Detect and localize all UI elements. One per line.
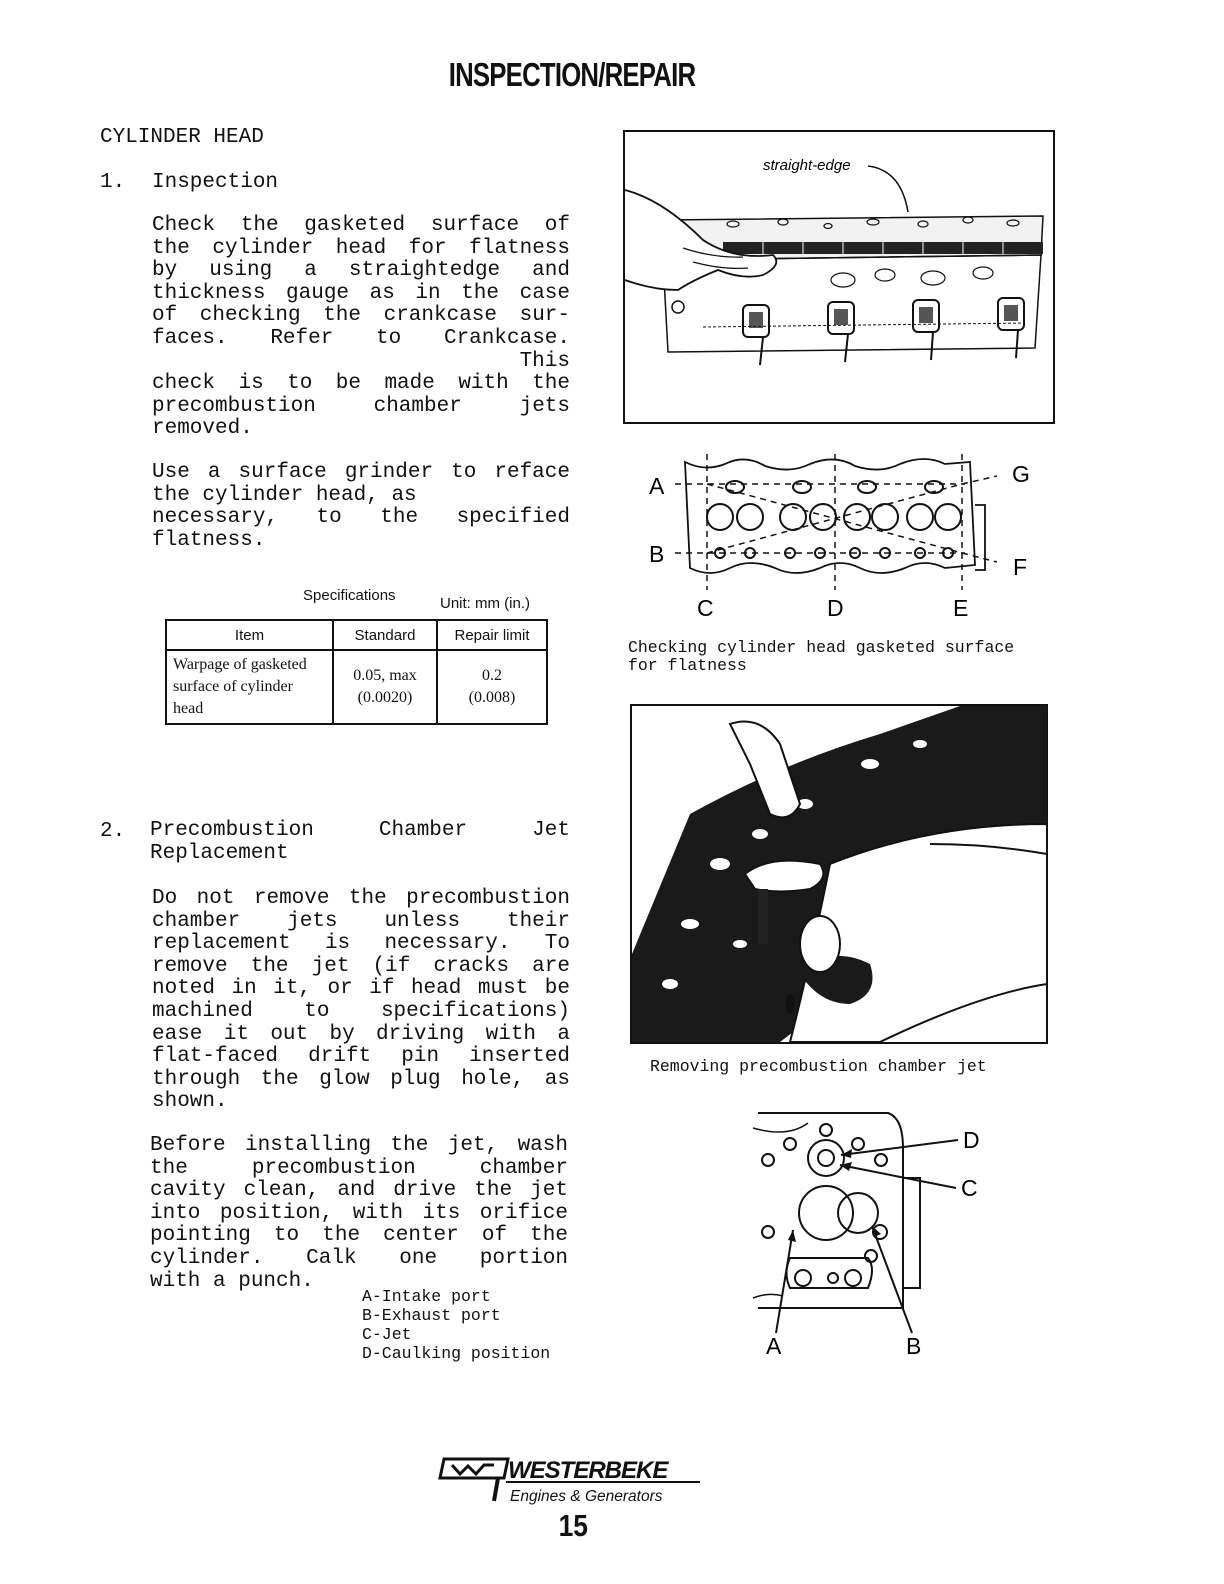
fig4-label-a: A bbox=[766, 1333, 782, 1359]
label-a: A bbox=[649, 473, 665, 499]
fig4-label-c: C bbox=[961, 1175, 978, 1201]
removal-paragraph: Do not remove the precombustion chamber jets unless their replacement is necessary. To remove the jet (if cracks are noted in it, or if head must be machined to specifications) ease it out by driving with a flat-faced drift pin inserted through the glow plug hole, as shown. bbox=[152, 887, 570, 1114]
figure-legend: A-Intake port B-Exhaust port C-Jet D-Caulking position bbox=[362, 1287, 551, 1363]
logo-tagline: Engines & Generators bbox=[510, 1488, 663, 1505]
cell-item: Warpage of gasketed surface of cylinder head bbox=[166, 650, 333, 724]
label-e: E bbox=[953, 595, 969, 621]
label-f: F bbox=[1013, 554, 1028, 580]
col-limit: Repair limit bbox=[437, 620, 547, 650]
straightedge-label: straight-edge bbox=[763, 157, 851, 174]
col-standard: Standard bbox=[333, 620, 437, 650]
spec-caption: Specifications bbox=[303, 587, 396, 604]
label-c: C bbox=[697, 595, 714, 621]
label-b: B bbox=[649, 541, 665, 567]
col-item: Item bbox=[166, 620, 333, 650]
fig4-label-d: D bbox=[963, 1127, 980, 1153]
logo-brand: WESTERBEKE bbox=[508, 1457, 668, 1484]
spec-unit: Unit: mm (in.) bbox=[440, 595, 530, 612]
section-heading: CYLINDER HEAD bbox=[100, 126, 264, 149]
table-row bbox=[166, 650, 547, 724]
step1-title: Inspection bbox=[152, 171, 279, 194]
cell-limit: 0.2 (0.008) bbox=[437, 650, 547, 724]
page-number: 15 bbox=[558, 1508, 588, 1543]
label-d: D bbox=[827, 595, 844, 621]
inspection-paragraph: Check the gasketed surface of the cylinder head for flatness by using a straightedge and thickness gauge as in the case of checking the crankcase sur- faces. Refer to Crankcase. This check is to be made with the precombustion chamber jets removed. bbox=[152, 214, 570, 441]
step2-number: 2. bbox=[100, 820, 126, 843]
jet-removal-photo bbox=[630, 704, 1048, 1044]
straightedge-figure bbox=[623, 130, 1055, 424]
jet-position-figure bbox=[748, 1108, 998, 1360]
label-g: G bbox=[1012, 461, 1030, 487]
spec-table bbox=[165, 619, 548, 725]
step2-title: Precombustion Chamber Jet Replacement bbox=[150, 819, 570, 865]
flatness-caption: Checking cylinder head gasketed surface for flatness bbox=[628, 638, 1015, 675]
step1-number: 1. bbox=[100, 171, 126, 194]
reface-paragraph: Use a surface grinder to reface the cylinder head, as necessary, to the specified flatness. bbox=[152, 461, 570, 552]
page-title: INSPECTION/REPAIR bbox=[448, 56, 696, 93]
install-paragraph: Before installing the jet, wash the precombustion chamber cavity clean, and drive the jet into position, with its orifice pointing to the center of the cylinder. Calk one portion with a punch. bbox=[150, 1134, 568, 1293]
flatness-pattern-figure bbox=[645, 450, 1040, 622]
fig4-label-b: B bbox=[906, 1333, 922, 1359]
jet-removal-caption: Removing precombustion chamber jet bbox=[650, 1057, 987, 1076]
spec-table-header bbox=[166, 620, 547, 650]
cell-standard: 0.05, max (0.0020) bbox=[333, 650, 437, 724]
